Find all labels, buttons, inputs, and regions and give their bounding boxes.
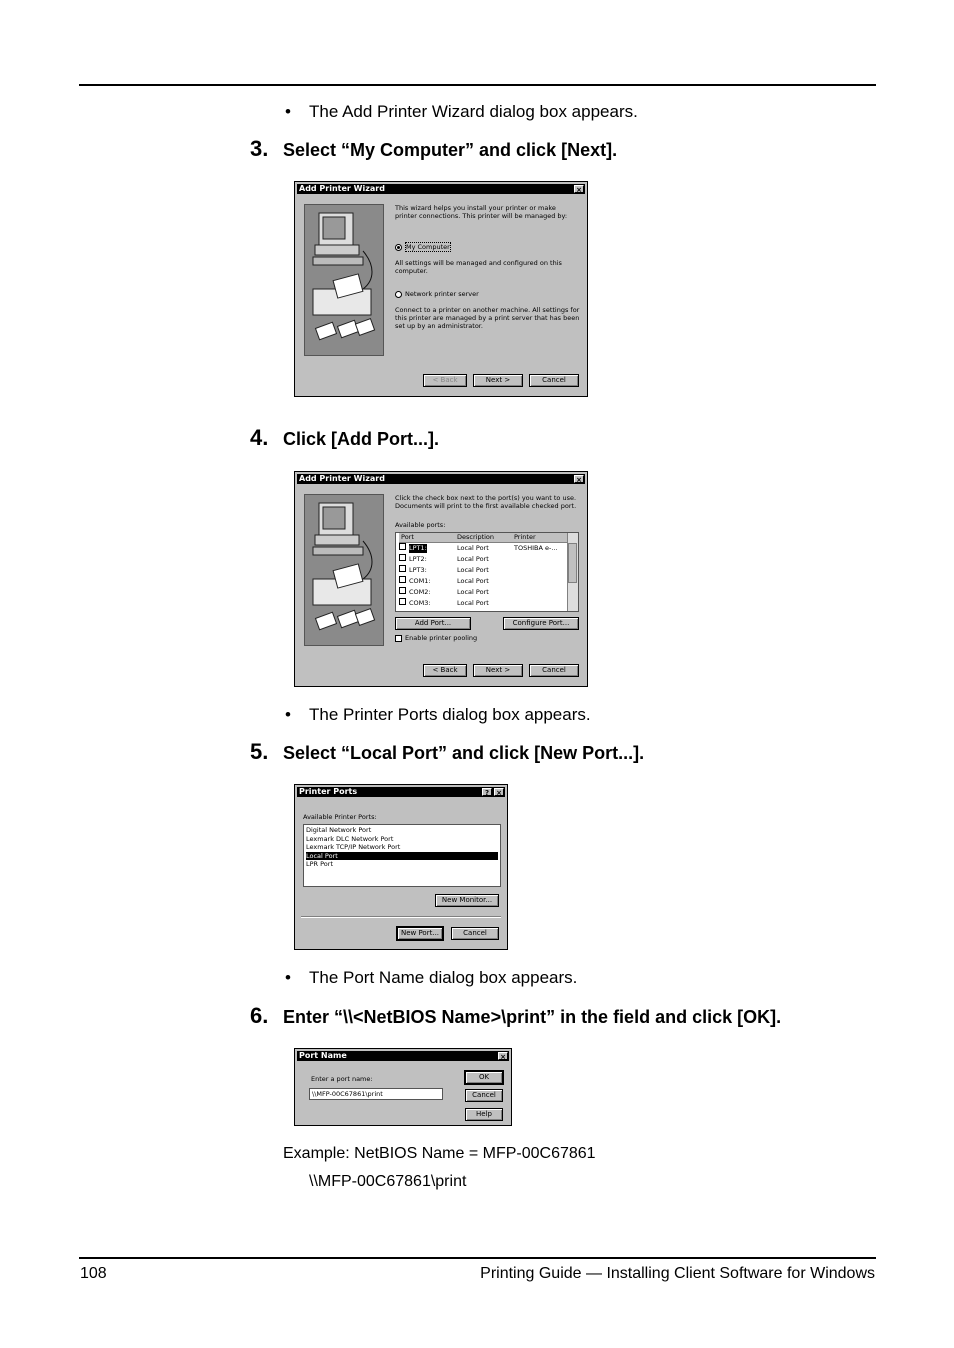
wizard-intro: This wizard helps you install your printer or make printer connections. This printer will be managed by: [395, 204, 568, 220]
dialog-title: Port Name [299, 1051, 347, 1060]
new-monitor-button[interactable]: New Monitor... [435, 894, 499, 907]
checkbox-label: Enable printer pooling [405, 634, 478, 642]
dialog-titlebar [297, 474, 585, 484]
top-rule [79, 84, 876, 86]
add-printer-wizard-dialog-1 [294, 181, 588, 397]
list-item[interactable]: Digital Network Port [306, 826, 372, 834]
scroll-thumb[interactable] [568, 543, 577, 583]
port-description: Local Port [457, 599, 489, 607]
radio-empty-icon[interactable] [395, 291, 402, 298]
checkbox-icon[interactable] [395, 635, 402, 642]
configure-port-button[interactable]: Configure Port... [503, 617, 579, 630]
footer-title: Printing Guide — Installing Client Software for Windows [480, 1265, 875, 1282]
column-description[interactable]: Description [457, 533, 495, 541]
port-row[interactable] [399, 565, 568, 576]
cancel-button[interactable]: Cancel [529, 374, 579, 387]
example-line-2: \\MFP-00C67861\print [309, 1173, 467, 1190]
divider [301, 916, 501, 918]
port-row[interactable] [399, 598, 568, 609]
list-item[interactable]: Lexmark TCP/IP Network Port [306, 843, 401, 851]
dialog-title: Printer Ports [299, 787, 358, 796]
port-row[interactable] [399, 543, 568, 554]
column-printer[interactable]: Printer [514, 533, 536, 541]
dialog-titlebar [297, 1051, 509, 1061]
next-button[interactable]: Next > [473, 664, 523, 677]
add-port-button[interactable]: Add Port... [395, 617, 471, 630]
list-item[interactable]: LPR Port [306, 860, 334, 868]
bullet-mark: • [285, 968, 291, 987]
dialog-titlebar [297, 787, 505, 797]
checkbox-icon[interactable] [399, 576, 406, 583]
step-text: Select “Local Port” and click [New Port...]. [283, 743, 645, 763]
scrollbar[interactable] [567, 533, 578, 611]
computer-printer-icon [305, 205, 383, 355]
ports-list[interactable] [395, 532, 579, 612]
port-row[interactable] [399, 587, 568, 598]
available-ports-label: Available ports: [395, 521, 446, 529]
new-port-button[interactable]: New Port... [397, 927, 443, 940]
help-icon[interactable]: ? [482, 788, 492, 796]
port-description: Local Port [457, 544, 489, 552]
bullet-mark: • [285, 102, 291, 121]
back-button[interactable]: < Back [423, 664, 467, 677]
checkbox-icon[interactable] [399, 554, 406, 561]
ports-header [399, 533, 568, 543]
port-name-label: Enter a port name: [311, 1075, 373, 1083]
port-description: Local Port [457, 555, 489, 563]
checkbox-icon[interactable] [399, 565, 406, 572]
bullet-text: The Add Printer Wizard dialog box appears. [309, 102, 638, 121]
port-name: LPT1: [409, 544, 427, 552]
list-item[interactable]: Lexmark DLC Network Port [306, 834, 394, 843]
checkbox-icon[interactable] [399, 587, 406, 594]
port-description: Local Port [457, 566, 489, 574]
bullet-mark: • [285, 705, 291, 724]
port-name: LPT3: [409, 566, 427, 574]
bottom-rule [79, 1257, 876, 1259]
radio-selected-icon[interactable] [395, 244, 402, 251]
port-name: COM3: [409, 599, 431, 607]
step-text: Select “My Computer” and click [Next]. [283, 140, 618, 160]
radio-network-server[interactable] [395, 290, 479, 298]
step-number: 5. [250, 739, 269, 764]
port-name-input[interactable] [309, 1088, 443, 1100]
add-printer-wizard-dialog-2 [294, 471, 588, 687]
network-server-description: Connect to a printer on another machine. All settings for this printer are managed by a print server that has been set up by an administrator. [395, 306, 580, 330]
port-printer: TOSHIBA e-... [514, 544, 558, 552]
dialog-title: Add Printer Wizard [299, 184, 385, 193]
dialog-titlebar [297, 184, 585, 194]
step-number: 6. [250, 1003, 269, 1028]
port-row[interactable] [399, 554, 568, 565]
port-description: Local Port [457, 588, 489, 596]
available-ports-label: Available Printer Ports: [303, 813, 377, 821]
step-text: Click [Add Port...]. [283, 429, 440, 449]
bullet-text: The Port Name dialog box appears. [309, 968, 578, 987]
step-text: Enter “\\<NetBIOS Name>\print” in the field and click [OK]. [283, 1007, 782, 1027]
printer-illustration [304, 494, 384, 646]
back-button[interactable]: < Back [423, 374, 467, 387]
cancel-button[interactable]: Cancel [529, 664, 579, 677]
step-number: 3. [250, 136, 269, 161]
close-icon[interactable]: × [574, 475, 584, 483]
port-name-dialog [294, 1048, 512, 1126]
checkbox-icon[interactable] [399, 598, 406, 605]
bullet-text: The Printer Ports dialog box appears. [309, 705, 591, 724]
ok-button[interactable]: OK [465, 1071, 503, 1084]
close-icon[interactable]: × [574, 185, 584, 193]
port-description: Local Port [457, 577, 489, 585]
radio-label: My Computer [406, 243, 450, 251]
radio-my-computer[interactable] [395, 243, 451, 251]
printer-ports-dialog [294, 784, 508, 950]
close-icon[interactable]: × [494, 788, 504, 796]
dialog-title: Add Printer Wizard [299, 474, 385, 483]
example-line-1: Example: NetBIOS Name = MFP-00C67861 [283, 1145, 596, 1162]
port-name-value: \\MFP-00C67861\print [312, 1090, 383, 1098]
page-number: 108 [80, 1265, 107, 1282]
port-name: COM1: [409, 577, 431, 585]
help-button[interactable]: Help [465, 1108, 503, 1121]
printer-pooling-checkbox[interactable] [395, 634, 477, 642]
close-icon[interactable]: × [498, 1052, 508, 1060]
port-name: COM2: [409, 588, 431, 596]
port-row[interactable] [399, 576, 568, 587]
checkbox-icon[interactable] [399, 543, 406, 550]
cancel-button[interactable]: Cancel [451, 927, 499, 940]
wizard-intro: Click the check box next to the port(s) you want to use. Documents will print to the first available checked port. [395, 494, 577, 510]
computer-printer-icon [305, 495, 383, 645]
next-button[interactable]: Next > [473, 374, 523, 387]
list-item-selected[interactable]: Local Port [306, 852, 498, 861]
radio-label: Network printer server [405, 290, 479, 298]
column-port[interactable]: Port [401, 533, 414, 541]
step-number: 4. [250, 425, 269, 450]
port-name: LPT2: [409, 555, 427, 563]
printer-illustration [304, 204, 384, 356]
cancel-button[interactable]: Cancel [465, 1089, 503, 1102]
printer-ports-list[interactable] [303, 824, 501, 887]
my-computer-description: All settings will be managed and configured on this computer. [395, 259, 562, 275]
